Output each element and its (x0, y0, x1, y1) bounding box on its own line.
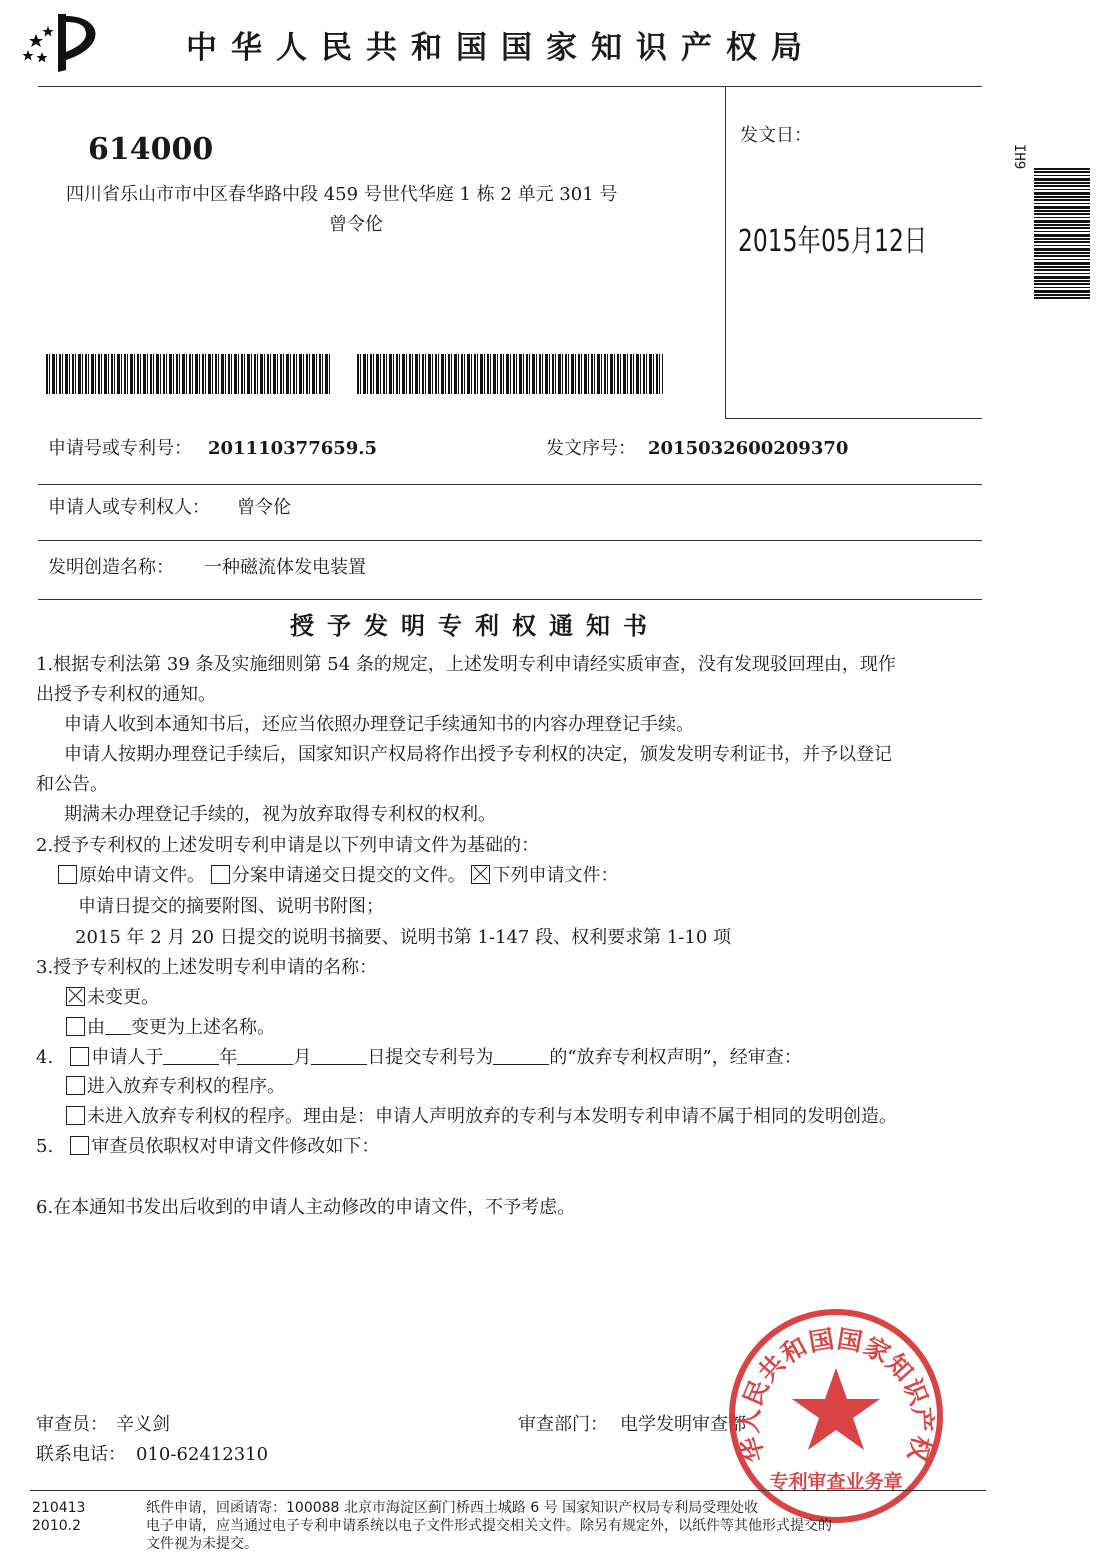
header-divider (725, 86, 726, 418)
divisional-files-label: 分案申请递交日提交的文件。 (231, 865, 466, 886)
waiver-text-c: 月 (293, 1047, 312, 1068)
department-label: 审查部门： (518, 1414, 608, 1435)
section4-option2 (66, 1106, 897, 1128)
section1-line4: 申请人按期办理登记手续后，国家知识产权局将作出授予专利权的决定，颁发发明专利证书，并予以登记 (64, 744, 892, 765)
name-unchanged-label: 未变更。 (87, 987, 159, 1008)
application-number: 201110377659.5 (208, 438, 378, 459)
info-rule-3 (38, 599, 982, 600)
logo-emblem-icon (22, 8, 102, 76)
invention-label: 发明创造名称： (48, 557, 174, 578)
examiner-amendment-checkbox[interactable] (70, 1136, 89, 1155)
top-rule (38, 86, 982, 87)
listed-files-checkbox[interactable] (471, 865, 490, 884)
listed-files-label: 下列申请文件： (492, 865, 619, 886)
application-number-label: 申请号或专利号： (48, 438, 192, 459)
applicant-label: 申请人或专利权人： (48, 497, 210, 518)
waiver-day-blank[interactable] (311, 1046, 367, 1065)
waiver-text-e: 的“放弃专利权声明”，经审查： (549, 1047, 802, 1068)
section3-option1 (66, 987, 159, 1009)
waiver-text-b: 年 (219, 1047, 238, 1068)
original-files-label: 原始申请文件。 (79, 865, 205, 886)
waiver-text-a: 申请人于 (91, 1047, 164, 1068)
original-files-checkbox[interactable] (58, 865, 77, 884)
name-changed-checkbox[interactable] (66, 1017, 85, 1036)
name-changed-label-b: 变更为上述名称。 (131, 1017, 275, 1038)
section3-line1: 3.授予专利权的上述发明专利申请的名称： (36, 957, 378, 978)
section3-option2 (66, 1016, 275, 1039)
section2-line4: 2015 年 2 月 20 日提交的说明书摘要、说明书第 1-147 段、权利要求第 1-10 项 (75, 927, 731, 948)
side-barcode (1034, 168, 1090, 300)
footer-line1: 纸件申请，回函请寄：100088 北京市海淀区蓟门桥西土城路 6 号 国家知识产权局专利局受理处收 (146, 1500, 759, 1516)
form-code: 210413 (32, 1500, 86, 1516)
office-name: 中华人民共和国国家知识产权局 (186, 30, 816, 66)
notice-title: 授予发明专利权通知书 (290, 612, 660, 640)
address-barcode-right (357, 354, 663, 394)
section2-options (58, 865, 618, 887)
form-date: 2010.2 (32, 1518, 81, 1534)
info-rule-1 (38, 484, 982, 485)
sipo-logo (22, 8, 102, 76)
dispatch-date: 2015年05月12日 (738, 224, 928, 259)
info-rule-2 (38, 540, 982, 541)
header-bottom-rule (725, 418, 982, 419)
recipient-name: 曾令伦 (329, 214, 383, 235)
waiver-checkbox[interactable] (70, 1047, 89, 1066)
department-name: 电学发明审查部 (620, 1414, 746, 1435)
seal-ring-text: 华人民共和国国家知识产权 (734, 1324, 938, 1466)
waiver-rejected-checkbox[interactable] (66, 1106, 85, 1125)
name-changed-label-a: 由 (87, 1017, 105, 1038)
waiver-text-d: 日提交专利号为 (367, 1047, 494, 1068)
applicant-name: 曾令伦 (237, 497, 291, 518)
section1-line2: 出授予专利权的通知。 (36, 684, 216, 705)
section5-number: 5. (36, 1136, 54, 1157)
address-barcode-left (46, 354, 330, 394)
postal-code: 614000 (88, 132, 214, 167)
official-seal-icon (726, 1306, 946, 1526)
section6-line: 6.在本通知书发出后收到的申请人主动修改的申请文件，不予考虑。 (36, 1197, 576, 1218)
footer-line3: 文件视为未提交。 (146, 1536, 258, 1552)
official-seal (726, 1306, 946, 1526)
waiver-accepted-checkbox[interactable] (66, 1076, 85, 1095)
side-code: IH9 (1011, 144, 1027, 170)
waiver-patent-no-blank[interactable] (493, 1046, 549, 1065)
name-unchanged-checkbox[interactable] (66, 987, 85, 1006)
waiver-month-blank[interactable] (237, 1046, 293, 1065)
section1-line5: 和公告。 (36, 774, 108, 795)
section1-line6: 期满未办理登记手续的，视为放弃取得专利权的权利。 (64, 804, 496, 825)
examiner-name: 辛义剑 (116, 1414, 170, 1435)
phone-number: 010-62412310 (136, 1444, 269, 1465)
waiver-rejected-label: 未进入放弃专利权的程序。理由是：申请人声明放弃的专利与本发明专利申请不属于相同的发明创造。 (87, 1106, 897, 1127)
seal-star-icon (792, 1368, 880, 1450)
section1-line1: 1.根据专利法第 39 条及实施细则第 54 条的规定，上述发明专利申请经实质审查，没有发现驳回理由，现作 (36, 654, 896, 675)
seal-bottom-text: 专利审查业务章 (769, 1471, 903, 1493)
footer-rule (30, 1490, 986, 1491)
dispatch-date-label: 发文日： (740, 125, 812, 146)
mailing-address: 四川省乐山市市中区春华路中段 459 号世代华庭 1 栋 2 单元 301 号 (66, 184, 618, 205)
dispatch-number-label: 发文序号： (546, 438, 636, 459)
section2-line3: 申请日提交的摘要附图、说明书附图； (78, 896, 384, 917)
examiner-label: 审查员： (36, 1414, 108, 1435)
footer-line2: 电子申请，应当通过电子专利申请系统以电子文件形式提交相关文件。除另有规定外，以纸件等其他形式提交的 (146, 1518, 832, 1534)
former-name-blank[interactable] (105, 1016, 131, 1035)
section5-line (36, 1136, 379, 1158)
section4-number: 4. (36, 1047, 54, 1068)
phone-label: 联系电话： (36, 1444, 126, 1465)
waiver-accepted-label: 进入放弃专利权的程序。 (87, 1076, 285, 1097)
section4-line1 (36, 1046, 802, 1069)
dispatch-number: 2015032600209370 (648, 438, 849, 459)
section2-line1: 2.授予专利权的上述发明专利申请是以下列申请文件为基础的： (36, 835, 540, 856)
examiner-amendment-label: 审查员依职权对申请文件修改如下： (91, 1136, 380, 1157)
waiver-year-blank[interactable] (163, 1046, 219, 1065)
divisional-files-checkbox[interactable] (211, 865, 230, 884)
invention-title: 一种磁流体发电装置 (204, 557, 366, 578)
section1-line3: 申请人收到本通知书后，还应当依照办理登记手续通知书的内容办理登记手续。 (64, 714, 694, 735)
section4-option1 (66, 1076, 285, 1098)
